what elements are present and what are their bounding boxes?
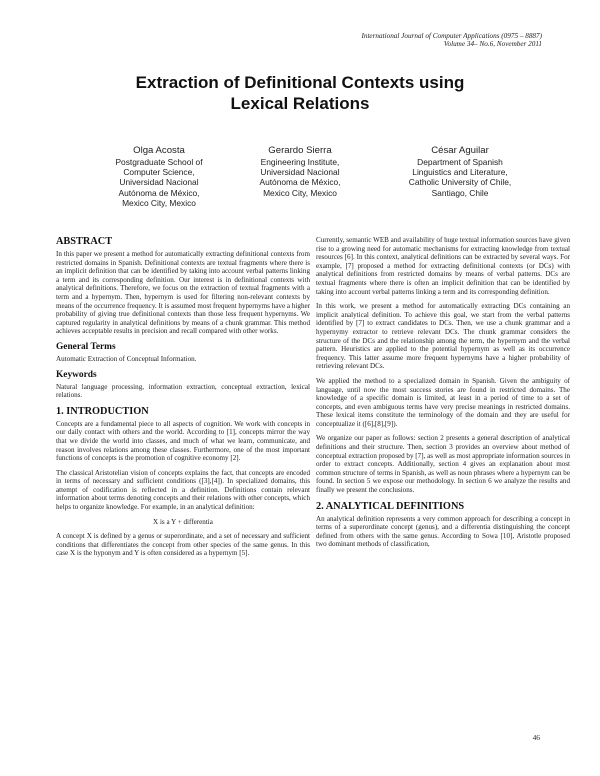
author-2 bbox=[225, 145, 375, 198]
journal-header bbox=[242, 32, 542, 49]
right-column bbox=[316, 236, 570, 555]
keywords-text: Natural language processing, information extraction, conceptual extraction, lexical relations. bbox=[56, 382, 310, 400]
author-affiliation-line: Mexico City, Mexico bbox=[122, 197, 196, 208]
paragraph: In this work, we present a method for automatically extracting DCs containing an implicit analytical definition. To achieve this goal, we start from the verbal patterns identified by [7] to extract candidates to DCs. Then, we use a chunk grammar and a hypernymy extractor to retrieve relevant DCs. The chunk grammar considers the structure of the DCs and the relationship among the term, the hypernym and the verbal pattern. Heuristics are applied to the potential hypernym as well as its occurrence frequency. This latter assume more frequent hypernyms have a higher probability of retrieving relevant DCs. bbox=[316, 302, 570, 371]
journal-name: International Journal of Computer Applications (0975 – 8887) bbox=[361, 32, 542, 40]
general-terms-text: Automatic Extraction of Conceptual Information. bbox=[56, 354, 197, 363]
author-affiliation-line: Autónoma de México, bbox=[118, 187, 200, 198]
paragraph: The classical Aristotelian vision of concepts explains the fact, that concepts are encoded in terms of necessary and sufficient conditions ([3],[4]). In specialized domains, this attempt of codification is reflected in a definition. Definitions contain relevant information about terms denoting concepts and their relations with other concepts, which helps to organize knowledge. For example, in an analytical definition: bbox=[56, 468, 310, 512]
paragraph: We applied the method to a specialized domain in Spanish. Given the ambiguity of language, until now the most success stories are found in restricted domains. The knowledge of a specific domain is limited, at least in a period of time to a set of concepts, and even ambiguous terms have very precise meanings in restricted domains. These lexical items constitute the terminology of the domain and they are useful for conceptualize it ([6],[8],[9]). bbox=[316, 376, 570, 428]
author-affiliation-line: Postgraduate School of bbox=[115, 157, 203, 167]
author-name: Olga Acosta bbox=[133, 145, 185, 156]
paragraph: An analytical definition represents a very common approach for describing a concept in terms of a superordinate concept (genus), and a differentia distinguishing the concept defined from others with the same genus. According to Sowa [10], Aristotle proposed two dominant methods of classification, bbox=[316, 514, 570, 549]
author-affiliation-line: Engineering Institute, bbox=[260, 157, 340, 167]
introduction-heading: 1. INTRODUCTION bbox=[56, 405, 149, 417]
abstract-heading: ABSTRACT bbox=[56, 236, 113, 247]
journal-volume: Volume 34– No.6, November 2011 bbox=[443, 40, 542, 49]
paper-title bbox=[60, 72, 540, 114]
author-affiliation-line: Linguistics and Literature, bbox=[412, 167, 508, 178]
author-affiliation-line: Department of Spanish bbox=[417, 157, 503, 167]
formula: X is a Y + differentia bbox=[153, 517, 213, 526]
analytical-definitions-heading: 2. ANALYTICAL DEFINITIONS bbox=[316, 500, 465, 512]
left-column bbox=[56, 236, 310, 564]
author-affiliation-line: Universidad Nacional bbox=[260, 167, 340, 178]
abstract-text: In this paper we present a method for automatically extracting definitional contexts from restricted domains in Spanish. Definitional contexts are textual fragments where there is an implicit definition that can be identified by taking into account verbal patterns linking a term and its corresponding definition. Our interest is in definitional contexts with analytical definitions. Therefore, we focus on the extraction of textual fragments with a term and a hypernym. Then, hypernym is used for filtering non-relevant contexts by means of the occurrence frequency. It is assumed most frequent hypernyms have a higher probability of giving true definitional contexts than those less frequent hypernyms. We captured regularity in analytical definitions by means of a chunk grammar. This method achieves acceptable results in precision and recall compared with other works. bbox=[56, 250, 310, 336]
paragraph: Concepts are a fundamental piece to all aspects of cognition. We work with concepts in our daily contact with others and the world. According to [1], concepts mirror the way that we divide the world into classes, and much of what we learn, communicate, and reason involves relations among these classes. Furthermore, one of the most important functions of concepts is the promotion of cognitive economy [2]. bbox=[56, 419, 310, 463]
author-name: Gerardo Sierra bbox=[268, 145, 332, 156]
title-line-1: Extraction of Definitional Contexts using bbox=[135, 73, 465, 92]
paragraph: We organize our paper as follows: section 2 presents a general description of analytical definitions and their structure. Then, section 3 provides an overview about method of conceptual extraction proposed by [7], as well as most appropriate information sources in order to extract concepts. Additionally, section 4 gives an explanation about most common structure of terms in Spanish, as well as noun phrases where a hypernym can be found. In section 5 we expose our methodology. In section 6 we analyze the results and finally we present the conclusions. bbox=[316, 434, 570, 495]
author-affiliation-line: Autónoma de México, bbox=[259, 177, 341, 188]
page-number: 46 bbox=[532, 733, 540, 742]
author-affiliation-line: Catholic University of Chile, bbox=[408, 177, 512, 188]
author-name: César Aguilar bbox=[431, 145, 489, 156]
title-line-2: Lexical Relations bbox=[230, 94, 370, 113]
author-affiliation-line: Universidad Nacional bbox=[119, 177, 199, 188]
author-3 bbox=[385, 145, 535, 198]
paragraph: A concept X is defined by a genus or superordinate, and a set of necessary and sufficient conditions that differentiates the concept from other species of the same genus. In this case X is the hyponym and Y is often considered as a hypernym [5]. bbox=[56, 532, 310, 558]
keywords-heading: Keywords bbox=[56, 369, 97, 380]
author-1 bbox=[84, 145, 234, 208]
general-terms-heading: General Terms bbox=[56, 341, 116, 352]
author-affiliation-line: Mexico City, Mexico bbox=[263, 187, 337, 198]
author-affiliation-line: Computer Science, bbox=[123, 167, 195, 178]
author-affiliation-line: Santiago, Chile bbox=[431, 187, 489, 198]
paragraph: Currently, semantic WEB and availability of huge textual information sources have given rise to a growing need for automatic mechanisms for extracting knowledge from textual resources [6]. In this context, analytical definitions can be extracted by several ways. For example, [7] proposed a method for extracting definitional contexts (or DCs) with analytical definitions from restricted domains by means of verbal patterns. DCs are textual fragments where there is often an implicit definition that can be identified by taking into account verbal patterns linking a term and its corresponding definition. bbox=[316, 236, 570, 296]
